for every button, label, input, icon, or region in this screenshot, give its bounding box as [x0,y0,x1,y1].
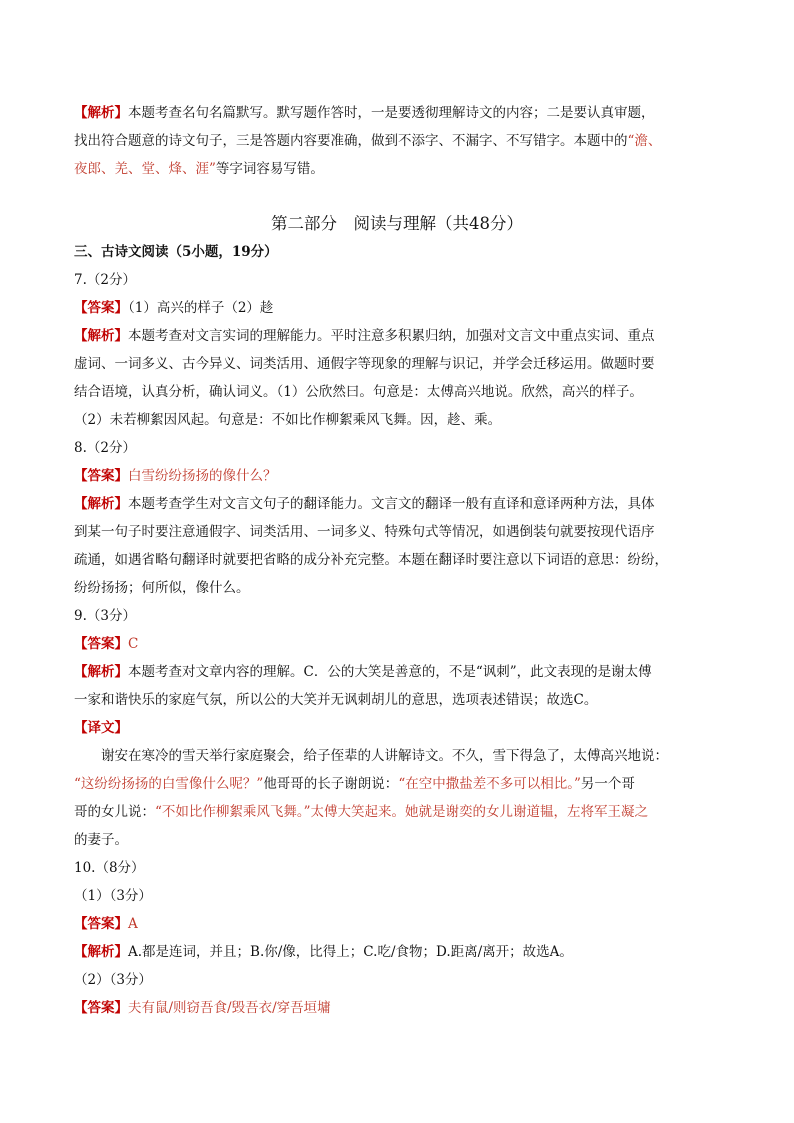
translation-text: 另一个哥 [580,776,635,792]
quote-text: “这纷纷扬扬的白雪像什么呢？” [74,776,264,792]
translation-text: 他哥哥的长子谢朗说： [263,776,399,792]
question-number: 7.（2分） [74,272,136,288]
analysis-text: 本题考查对文言实词的理解能力。平时注意多积累归纳，加强对文言文中重点实词、重点 [128,328,655,344]
analysis-tag: 【解析】 [74,105,128,121]
answer-line [74,299,724,317]
analysis-text: 等字词容易写错。 [215,161,324,177]
analysis-text: 找出符合题意的诗文句子，三是答题内容要准确，做到不添字、不漏字、不写错字。本题中的 [74,133,628,149]
analysis-line: 一家和谐快乐的家庭气氛，所以公的大笑并无讽刺胡儿的意思，选项表述错误；故选C。 [74,692,598,708]
analysis-line: 疏通，如遇省略句翻译时就要把省略的成分补充完整。本题在翻译时要注意以下词语的意思：纷纷， [74,552,668,568]
translation-line: 谢安在寒冷的雪天举行家庭聚会，给子侄辈的人讲解诗文。不久，雪下得急了，太傅高兴地说： [101,748,668,764]
question-number: 9.（3分） [74,608,136,624]
analysis-line [74,327,724,345]
analysis-tag: 【解析】 [74,496,128,512]
analysis-line [74,160,724,178]
analysis-text: A.都是连词，并且；B.你/像，比得上；C.吃/食物；D.距离/离开；故选A。 [128,944,573,960]
part-heading: 第二部分 阅读与理解（共48分） [271,214,523,233]
translation-line [74,803,724,821]
answer-text: （1）高兴的样子（2）趁 [128,300,274,316]
analysis-line [74,495,724,513]
translation-line [74,775,724,793]
answer-tag: 【答案】 [74,1000,128,1016]
question-number: 10.（8分） [74,860,145,876]
answer-text: 夫有鼠/则窃吾食/毁吾衣/穿吾垣墉 [128,1000,331,1016]
answer-tag: 【答案】 [74,468,128,484]
analysis-line [74,943,724,961]
analysis-tag: 【解析】 [74,328,128,344]
analysis-line: （2）未若柳絮因风起。句意是：不如比作柳絮乘风飞舞。因，趁、乘。 [74,412,502,428]
translation-line: 的妻子。 [74,832,128,848]
answer-line [74,467,724,485]
analysis-line [74,104,724,122]
answer-tag: 【答案】 [74,916,128,932]
analysis-line: 纷纷扬扬；何所似，像什么。 [74,580,250,596]
analysis-line: 虚词、一词多义、古今异义、词类活用、通假字等现象的理解与识记，并学会迁移运用。做题时要 [74,356,655,372]
analysis-text: 本题考查对文章内容的理解。C．公的大笑是善意的，不是“讽刺”，此文表现的是谢太傅 [128,664,652,680]
analysis-line [74,132,724,150]
analysis-tag: 【解析】 [74,664,128,680]
quote-text: “不如比作柳絮乘风飞舞。”太傅大笑起来。她就是谢奕的女儿谢道韫，左将军王凝之 [155,804,649,820]
question-number: 8.（2分） [74,440,136,456]
analysis-text: 本题考查学生对文言文句子的翻译能力。文言文的翻译一般有直译和意译两种方法，具体 [128,496,655,512]
answer-tag: 【答案】 [74,636,128,652]
sub-question-number: （1）（3分） [74,888,152,904]
answer-text: C [128,636,139,652]
analysis-line: 到某一句子时要注意通假字、词类活用、一词多义、特殊句式等情况，如遇倒装句就要按现代语序 [74,524,655,540]
analysis-line: 结合语境，认真分析，确认词义。（1）公欣然曰。句意是：太傅高兴地说。欣然，高兴的样子。 [74,384,643,400]
translation-text: 哥的女儿说： [74,804,155,820]
analysis-tag: 【解析】 [74,944,128,960]
highlight-text: 夜郎、羌、堂、烽、涯” [74,161,216,177]
translation-tag: 【译文】 [74,720,128,736]
answer-line [74,915,724,933]
sub-question-number: （2）（3分） [74,972,152,988]
answer-line [74,635,724,653]
highlight-text: “澹、 [627,133,662,149]
analysis-text: 本题考查名句名篇默写。默写题作答时，一是要透彻理解诗文的内容；二是要认真审题， [128,105,655,121]
analysis-line [74,663,724,681]
quote-text: “在空中撒盐差不多可以相比。” [398,776,581,792]
section-heading: 三、古诗文阅读（5小题，19分） [74,244,278,260]
answer-line [74,999,724,1017]
answer-text: A [128,916,138,932]
answer-text: 白雪纷纷扬扬的像什么？ [128,468,277,484]
answer-tag: 【答案】 [74,300,128,316]
